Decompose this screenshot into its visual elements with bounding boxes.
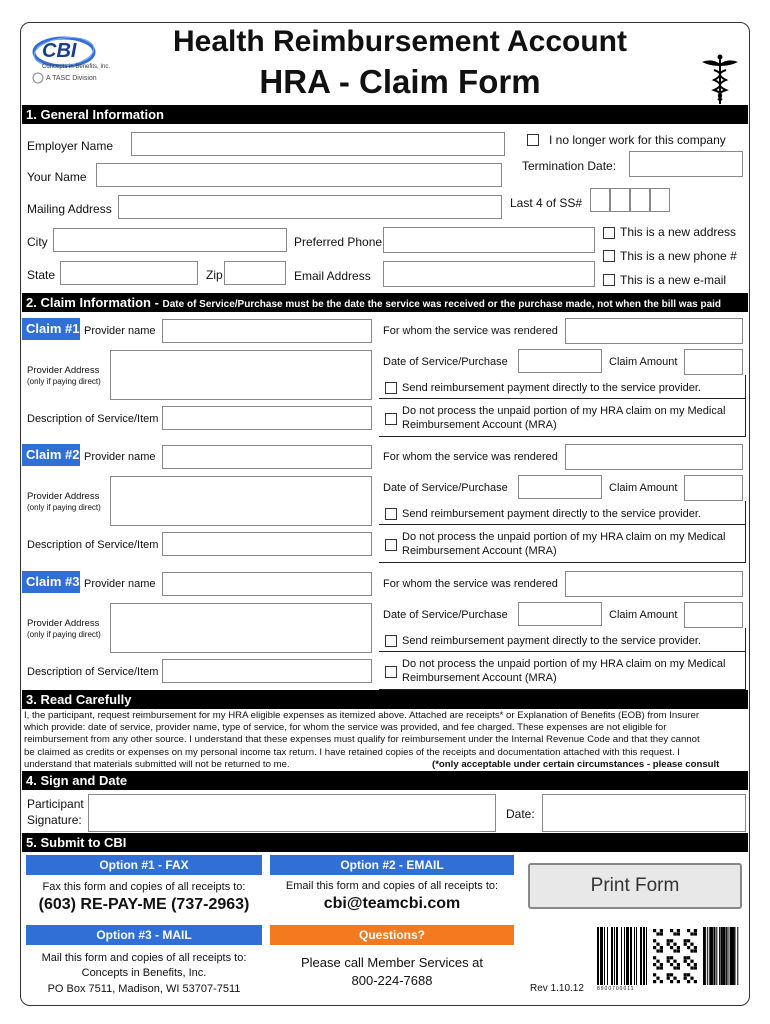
- logo-tagline: Concepts in Benefits, Inc.: [42, 64, 111, 70]
- termination-date-field[interactable]: [629, 151, 743, 177]
- participant-label: Participant: [27, 797, 84, 811]
- claim-3-provider-address-field[interactable]: [110, 603, 372, 653]
- claim-1-provider-address-field[interactable]: [110, 350, 372, 400]
- claim-2-claim-amount-field[interactable]: [684, 475, 743, 501]
- read-line-5: understand that materials submitted will not be returned to me.: [24, 758, 290, 770]
- claim-3-mra-checkbox[interactable]: [385, 666, 397, 678]
- read-line-1: I, the participant, request reimbursement for my HRA eligible expenses as itemized above. Attached are receipts* or Explanation of Benefits (EOB) from Insurer: [24, 710, 700, 721]
- claim-2-claim-amount-label: Claim Amount: [609, 482, 678, 494]
- claim-1-date-of-service-label: Date of Service/Purchase: [383, 356, 508, 368]
- no-longer-work-label: I no longer work for this company: [549, 133, 726, 147]
- claim-1-claim-amount-field[interactable]: [684, 349, 743, 375]
- employer-name-field[interactable]: [131, 132, 505, 156]
- logo-text: CBI: [42, 40, 77, 62]
- claim-1-tag: Claim #1: [22, 318, 80, 340]
- read-footnote: (*only acceptable under certain circumstances - please consult: [432, 759, 720, 770]
- claim-2-mra-checkbox[interactable]: [385, 539, 397, 551]
- preferred-phone-field[interactable]: [383, 227, 595, 253]
- mailing-address-field[interactable]: [118, 195, 502, 219]
- new-address-checkbox[interactable]: [603, 227, 615, 239]
- mailing-address-label: Mailing Address: [27, 202, 112, 216]
- new-email-label: This is a new e-mail: [620, 273, 727, 287]
- page-subtitle: HRA - Claim Form: [259, 63, 541, 100]
- ssn-digit-1[interactable]: [590, 188, 610, 212]
- print-form-button[interactable]: Print Form: [528, 863, 742, 909]
- termination-date-label: Termination Date:: [522, 159, 617, 173]
- new-address-label: This is a new address: [620, 225, 737, 239]
- signature-field[interactable]: [88, 794, 496, 832]
- claim-3-provider-address-label: Provider Address: [27, 618, 100, 629]
- claim-1-date-of-service-field[interactable]: [518, 349, 602, 373]
- claim-3-provider-name-label: Provider name: [84, 578, 156, 590]
- claim-2-tag: Claim #2: [22, 444, 80, 466]
- read-line-4: be claimed as credits or expenses on my personal income tax return. I have retained copies of the receipts and documentation attached with this request. I: [24, 746, 680, 758]
- claim-3-tag: Claim #3: [22, 571, 80, 593]
- claim-3-date-of-service-field[interactable]: [518, 602, 602, 626]
- option-email-header: Option #2 - EMAIL: [270, 855, 514, 875]
- new-email-checkbox[interactable]: [603, 274, 615, 286]
- claim-3-for-whom-field[interactable]: [565, 571, 743, 597]
- claim-1-provider-address-note: (only if paying direct): [27, 377, 101, 386]
- claim-1-for-whom-field[interactable]: [565, 318, 743, 344]
- claim-3-date-of-service-label: Date of Service/Purchase: [383, 609, 508, 621]
- claim-1-description-field[interactable]: [162, 406, 372, 430]
- questions-line-2: 800-224-7688: [351, 973, 433, 988]
- claim-3-mra-line-2: Reimbursement Account (MRA): [402, 672, 557, 684]
- page-title: Health Reimbursement Account: [173, 25, 627, 58]
- no-longer-work-checkbox[interactable]: [527, 134, 539, 146]
- claim-1-provider-name-label: Provider name: [84, 325, 156, 337]
- claim-3-description-field[interactable]: [162, 659, 372, 683]
- fax-number: (603) RE-PAY-ME (737-2963): [38, 896, 250, 913]
- claim-1-send-direct-label: Send reimbursement payment directly to the service provider.: [402, 382, 701, 394]
- questions-header: Questions?: [270, 925, 514, 945]
- claim-2-mra-line-2: Reimbursement Account (MRA): [402, 545, 557, 557]
- option-fax-text: Fax this form and copies of all receipts to:: [42, 881, 246, 893]
- claim-2-provider-address-label: Provider Address: [27, 491, 100, 502]
- claim-1-claim-amount-label: Claim Amount: [609, 356, 678, 368]
- claim-1-description-label: Description of Service/Item: [27, 413, 159, 425]
- ssn-digit-2[interactable]: [610, 188, 630, 212]
- mail-line-1: Mail this form and copies of all receipts to:: [41, 952, 247, 964]
- revision-label: Rev 1.10.12: [530, 983, 584, 994]
- general-info-heading: 1. General Information: [22, 105, 748, 124]
- claim-info-subheading: Date of Service/Purchase must be the date the service was received or the purchase made, not when the bill was paid: [162, 299, 722, 310]
- submit-heading: 5. Submit to CBI: [22, 833, 748, 852]
- city-label: City: [27, 235, 48, 249]
- claim-1-mra-checkbox[interactable]: [385, 413, 397, 425]
- zip-field[interactable]: [224, 261, 286, 285]
- option-email-text: Email this form and copies of all receipts to:: [285, 880, 499, 892]
- ssn-label: Last 4 of SS#: [510, 196, 583, 210]
- email-address-label: Email Address: [294, 269, 371, 283]
- new-phone-label: This is a new phone #: [620, 249, 737, 263]
- claim-3-description-label: Description of Service/Item: [27, 666, 159, 678]
- claim-1-for-whom-label: For whom the service was rendered: [383, 325, 558, 337]
- date-label: Date:: [506, 807, 535, 821]
- claim-2-send-direct-label: Send reimbursement payment directly to the service provider.: [402, 508, 701, 520]
- email-address: cbi@teamcbi.com: [323, 895, 461, 912]
- sign-date-heading: 4. Sign and Date: [22, 771, 748, 790]
- zip-label: Zip: [206, 268, 223, 282]
- your-name-field[interactable]: [96, 163, 502, 187]
- employer-name-label: Employer Name: [27, 139, 114, 153]
- claim-3-send-direct-checkbox[interactable]: [385, 635, 397, 647]
- signature-label: Signature:: [27, 813, 82, 827]
- read-line-3: reimbursement from any other source. I understand that these expenses must qualify for reimbursement under the Internal Revenue Code and that they cannot: [24, 734, 700, 746]
- claim-2-provider-address-note: (only if paying direct): [27, 503, 101, 512]
- logo-division: A TASC Division: [46, 75, 97, 82]
- claim-2-for-whom-label: For whom the service was rendered: [383, 451, 558, 463]
- claim-2-provider-name-field[interactable]: [162, 445, 372, 469]
- caduceus-icon: [700, 52, 740, 107]
- read-carefully-heading: 3. Read Carefully: [22, 690, 748, 709]
- claim-2-description-label: Description of Service/Item: [27, 539, 159, 551]
- option-fax-header: Option #1 - FAX: [26, 855, 262, 875]
- preferred-phone-label: Preferred Phone: [294, 235, 383, 249]
- read-line-2: which provide: date of service, provider name, type of service, for whom the service was provided, and fee charged. These expenses are not eligible for: [24, 722, 667, 734]
- ssn-digit-3[interactable]: [630, 188, 650, 212]
- mail-line-3: PO Box 7511, Madison, WI 53707-7511: [47, 983, 241, 995]
- claim-3-provider-name-field[interactable]: [162, 572, 372, 596]
- state-label: State: [27, 268, 56, 282]
- claim-2-provider-address-field[interactable]: [110, 476, 372, 526]
- claim-1-provider-address-label: Provider Address: [27, 365, 100, 376]
- claim-3-mra-line-1: Do not process the unpaid portion of my HRA claim on my Medical: [402, 658, 726, 670]
- claim-2-date-of-service-field[interactable]: [518, 475, 602, 499]
- claim-3-claim-amount-label: Claim Amount: [609, 609, 678, 621]
- city-field[interactable]: [53, 228, 287, 252]
- new-phone-checkbox[interactable]: [603, 250, 615, 262]
- sign-date-field[interactable]: [542, 794, 746, 832]
- claim-3-claim-amount-field[interactable]: [684, 602, 743, 628]
- barcode-caption: 8900700011: [597, 986, 635, 992]
- state-field[interactable]: [60, 261, 198, 285]
- your-name-label: Your Name: [27, 170, 87, 184]
- claim-1-mra-line-2: Reimbursement Account (MRA): [402, 419, 557, 431]
- claim-1-provider-name-field[interactable]: [162, 319, 372, 343]
- claim-info-heading: [22, 293, 748, 312]
- mail-line-2: Concepts in Benefits, Inc.: [81, 967, 207, 979]
- option-mail-header: Option #3 - MAIL: [26, 925, 262, 945]
- questions-line-1: Please call Member Services at: [300, 955, 484, 970]
- claim-3-for-whom-label: For whom the service was rendered: [383, 578, 558, 590]
- claim-2-mra-line-1: Do not process the unpaid portion of my HRA claim on my Medical: [402, 531, 726, 543]
- claim-3-send-direct-label: Send reimbursement payment directly to the service provider.: [402, 635, 701, 647]
- claim-1-send-direct-checkbox[interactable]: [385, 382, 397, 394]
- claim-2-for-whom-field[interactable]: [565, 444, 743, 470]
- claim-2-description-field[interactable]: [162, 532, 372, 556]
- barcode-icon: [595, 925, 740, 995]
- claim-2-provider-name-label: Provider name: [84, 451, 156, 463]
- claim-info-title: 2. Claim Information -: [26, 295, 163, 310]
- ssn-digit-4[interactable]: [650, 188, 670, 212]
- claim-1-mra-line-1: Do not process the unpaid portion of my HRA claim on my Medical: [402, 405, 726, 417]
- claim-2-send-direct-checkbox[interactable]: [385, 508, 397, 520]
- email-address-field[interactable]: [383, 261, 595, 287]
- cbi-logo: [30, 30, 110, 96]
- claim-3-provider-address-note: (only if paying direct): [27, 630, 101, 639]
- claim-2-date-of-service-label: Date of Service/Purchase: [383, 482, 508, 494]
